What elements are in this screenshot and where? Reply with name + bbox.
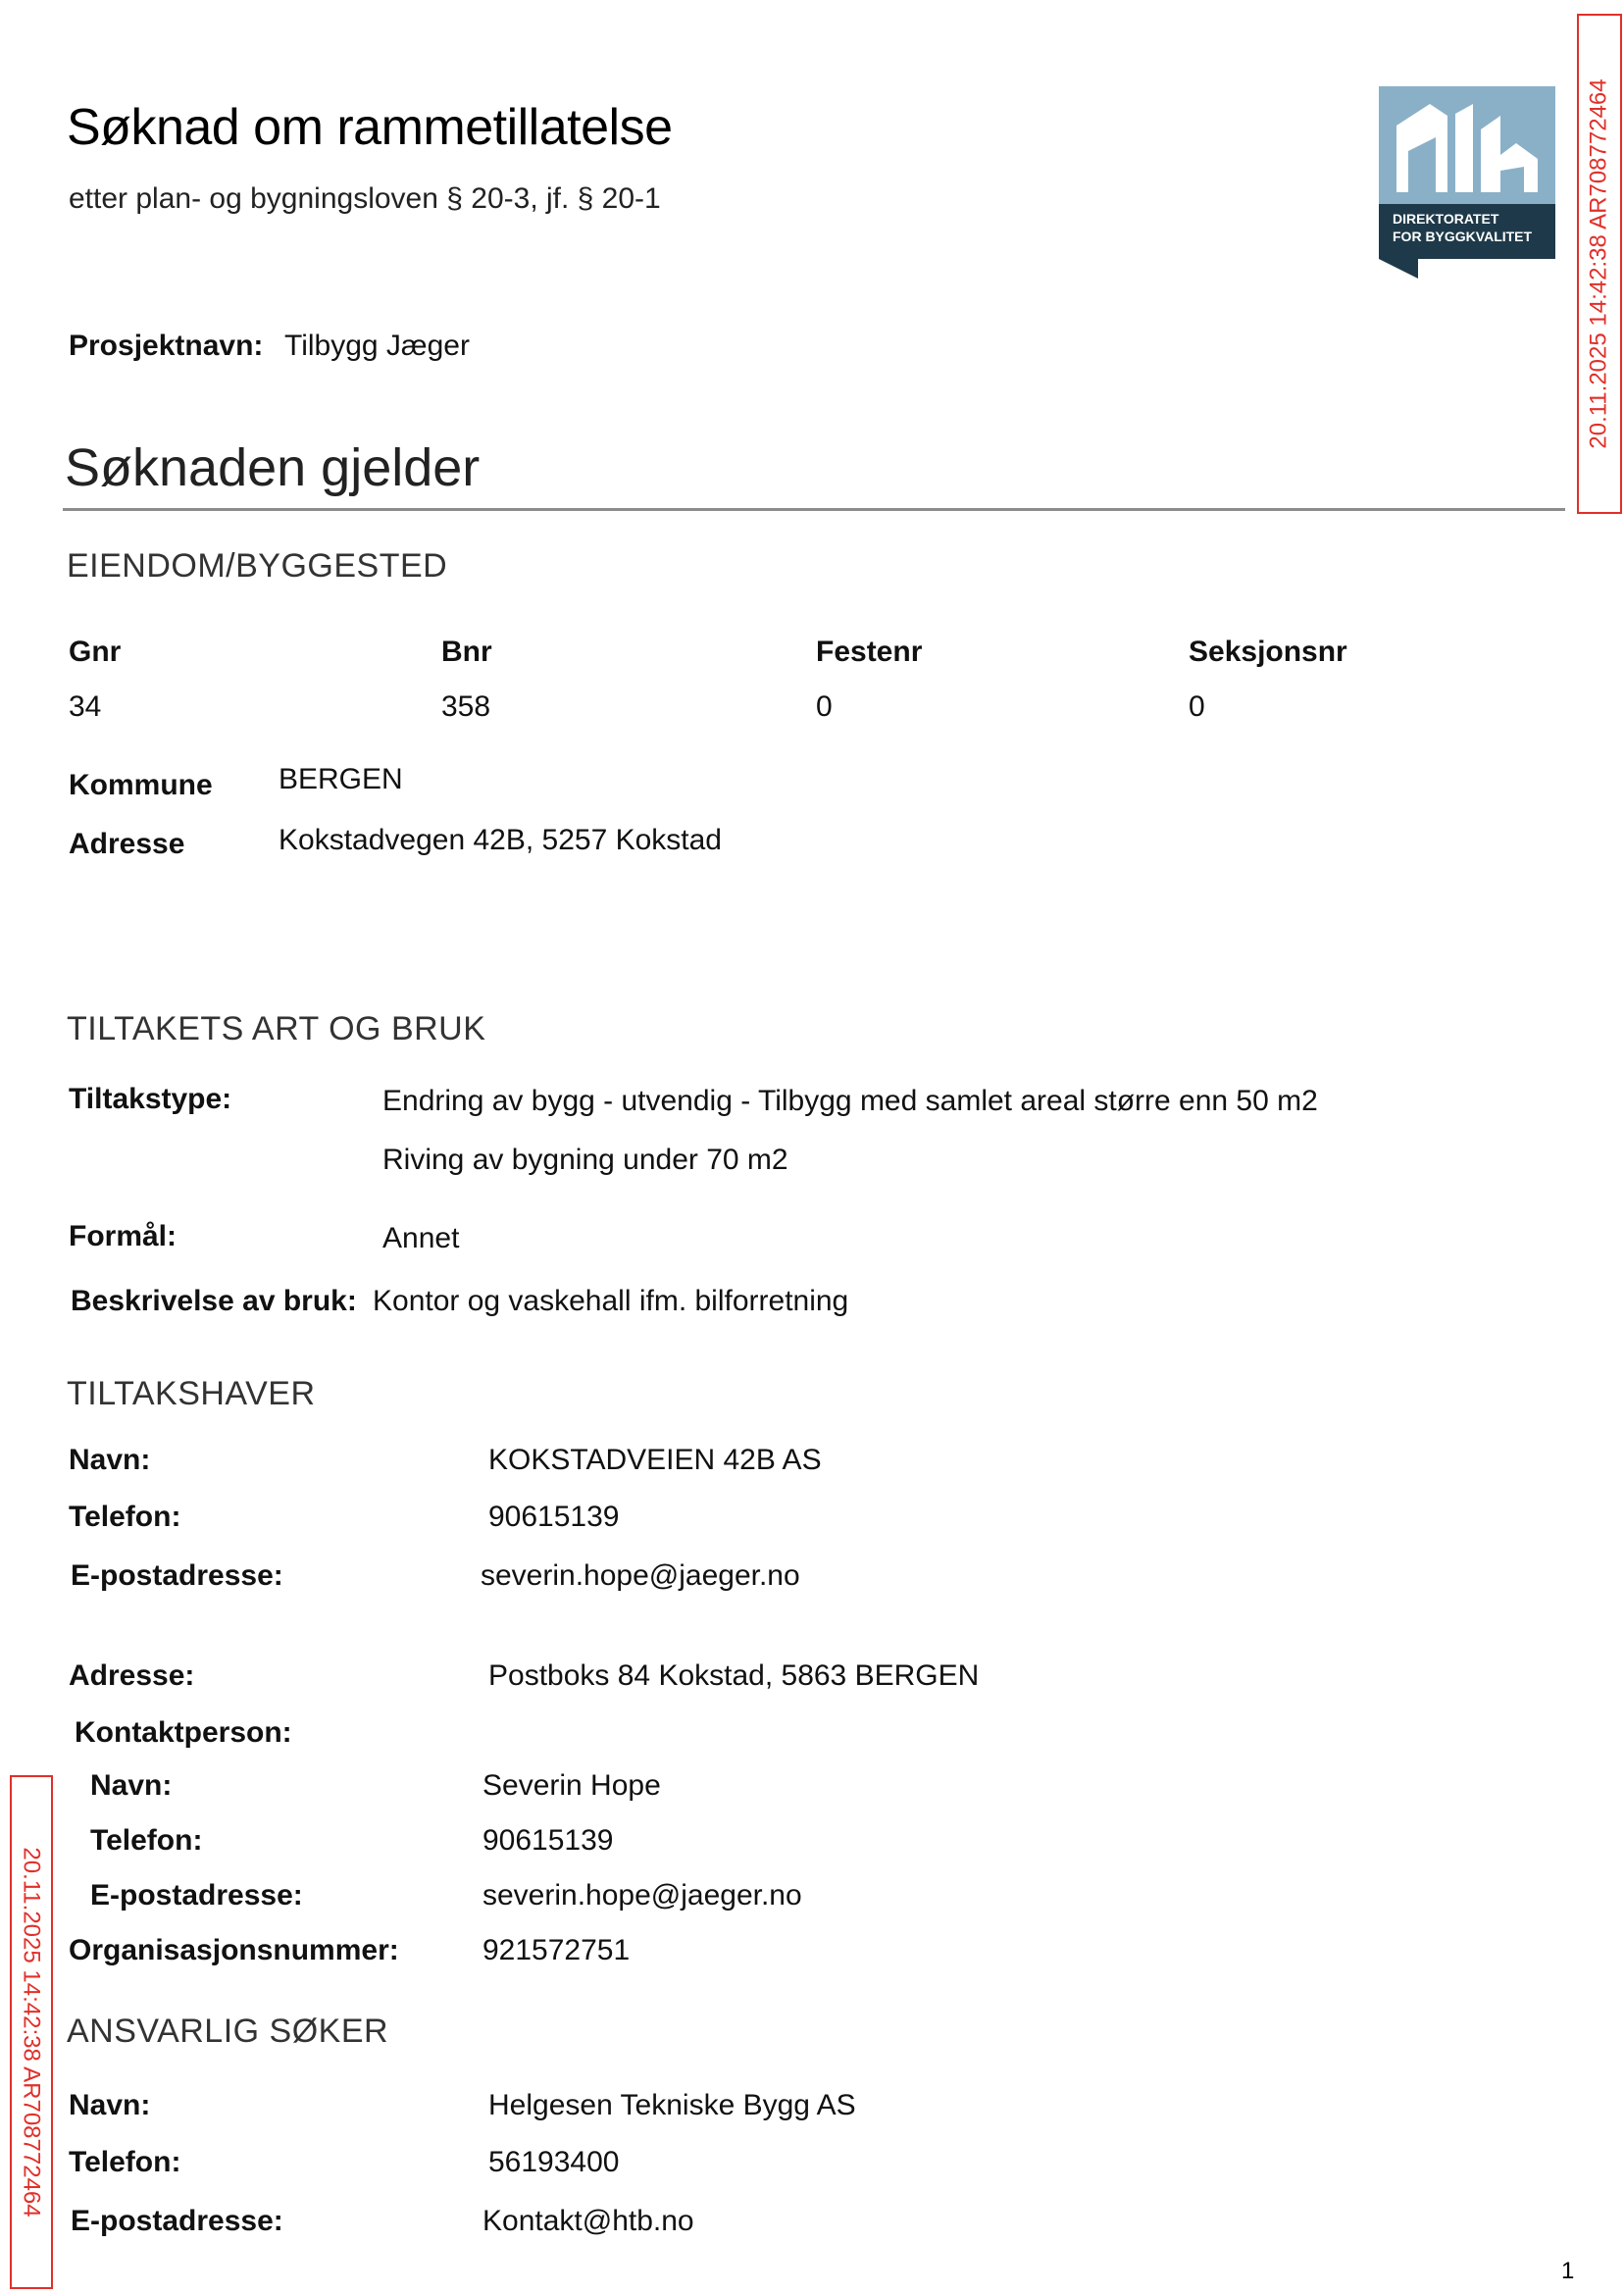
tiltakstype-value-1: Endring av bygg - utvendig - Tilbygg med samlet areal større enn 50 m2 xyxy=(382,1085,1318,1117)
timestamp-stamp-top xyxy=(1577,14,1622,514)
eiendom-heading: EIENDOM/BYGGESTED xyxy=(67,547,448,585)
festenr-label: Festenr xyxy=(816,636,923,668)
ansvarlig-navn-label: Navn: xyxy=(69,2089,151,2121)
stamp-text: 20.11.2025 14:42:38 AR708772464 xyxy=(19,1847,45,2218)
section-divider xyxy=(63,508,1565,511)
adresse-label: Adresse xyxy=(69,828,185,860)
seksjonsnr-label: Seksjonsnr xyxy=(1189,636,1347,668)
tiltakshaver-adresse-value: Postboks 84 Kokstad, 5863 BERGEN xyxy=(488,1659,980,1692)
logo-text-line1: DIREKTORATET xyxy=(1393,211,1499,227)
document-subtitle: etter plan- og bygningsloven § 20-3, jf. § 20-1 xyxy=(69,182,661,215)
orgnr-value: 921572751 xyxy=(482,1934,631,1966)
ansvarlig-heading: ANSVARLIG SØKER xyxy=(67,2013,389,2050)
tiltakshaver-telefon-value: 90615139 xyxy=(488,1501,620,1533)
orgnr-label: Organisasjonsnummer: xyxy=(69,1934,399,1966)
section-title: Søknaden gjelder xyxy=(65,438,481,497)
document-title: Søknad om rammetillatelse xyxy=(67,99,673,156)
ansvarlig-epost-value: Kontakt@htb.no xyxy=(482,2205,694,2237)
kontakt-epost-label: E-postadresse: xyxy=(90,1879,303,1912)
gnr-value: 34 xyxy=(69,690,102,723)
timestamp-stamp-left xyxy=(10,1775,53,2289)
gnr-label: Gnr xyxy=(69,636,122,668)
ansvarlig-telefon-label: Telefon: xyxy=(69,2146,181,2178)
ansvarlig-telefon-value: 56193400 xyxy=(488,2146,620,2178)
tiltakshaver-epost-label: E-postadresse: xyxy=(71,1559,283,1592)
formal-value: Annet xyxy=(382,1222,460,1254)
tiltakstype-value-2: Riving av bygning under 70 m2 xyxy=(382,1144,788,1176)
page-number: 1 xyxy=(1561,2258,1575,2284)
tiltakshaver-telefon-label: Telefon: xyxy=(69,1501,181,1533)
bnr-label: Bnr xyxy=(441,636,492,668)
bnr-value: 358 xyxy=(441,690,491,723)
kontakt-telefon-label: Telefon: xyxy=(90,1824,203,1857)
kommune-label: Kommune xyxy=(69,769,213,801)
dibk-logo xyxy=(1379,86,1555,279)
bruk-value: Kontor og vaskehall ifm. bilforretning xyxy=(373,1285,849,1317)
festenr-value: 0 xyxy=(816,690,833,723)
kontakt-navn-value: Severin Hope xyxy=(482,1769,661,1802)
tiltakshaver-epost-value: severin.hope@jaeger.no xyxy=(481,1559,800,1592)
logo-text-line2: FOR BYGGKVALITET xyxy=(1393,229,1533,244)
project-label: Prosjektnavn: xyxy=(69,330,264,362)
seksjonsnr-value: 0 xyxy=(1189,690,1205,723)
tiltakstype-label: Tiltakstype: xyxy=(69,1083,232,1115)
bruk-label: Beskrivelse av bruk: xyxy=(71,1285,357,1317)
tiltakshaver-navn-label: Navn: xyxy=(69,1444,151,1476)
tiltakshaver-adresse-label: Adresse: xyxy=(69,1659,195,1692)
project-value: Tilbygg Jæger xyxy=(284,330,470,362)
kommune-value: BERGEN xyxy=(279,763,403,795)
kontakt-epost-value: severin.hope@jaeger.no xyxy=(482,1879,802,1912)
adresse-value: Kokstadvegen 42B, 5257 Kokstad xyxy=(279,824,722,856)
formal-label: Formål: xyxy=(69,1220,178,1252)
tiltakshaver-navn-value: KOKSTADVEIEN 42B AS xyxy=(488,1444,822,1476)
kontakt-navn-label: Navn: xyxy=(90,1769,173,1802)
tiltakshaver-heading: TILTAKSHAVER xyxy=(67,1375,316,1412)
stamp-text: 20.11.2025 14:42:38 AR708772464 xyxy=(1586,78,1612,449)
ansvarlig-epost-label: E-postadresse: xyxy=(71,2205,283,2237)
kontaktperson-label: Kontaktperson: xyxy=(75,1716,292,1749)
ansvarlig-navn-value: Helgesen Tekniske Bygg AS xyxy=(488,2089,856,2121)
tiltak-heading: TILTAKETS ART OG BRUK xyxy=(67,1010,486,1047)
kontakt-telefon-value: 90615139 xyxy=(482,1824,614,1857)
